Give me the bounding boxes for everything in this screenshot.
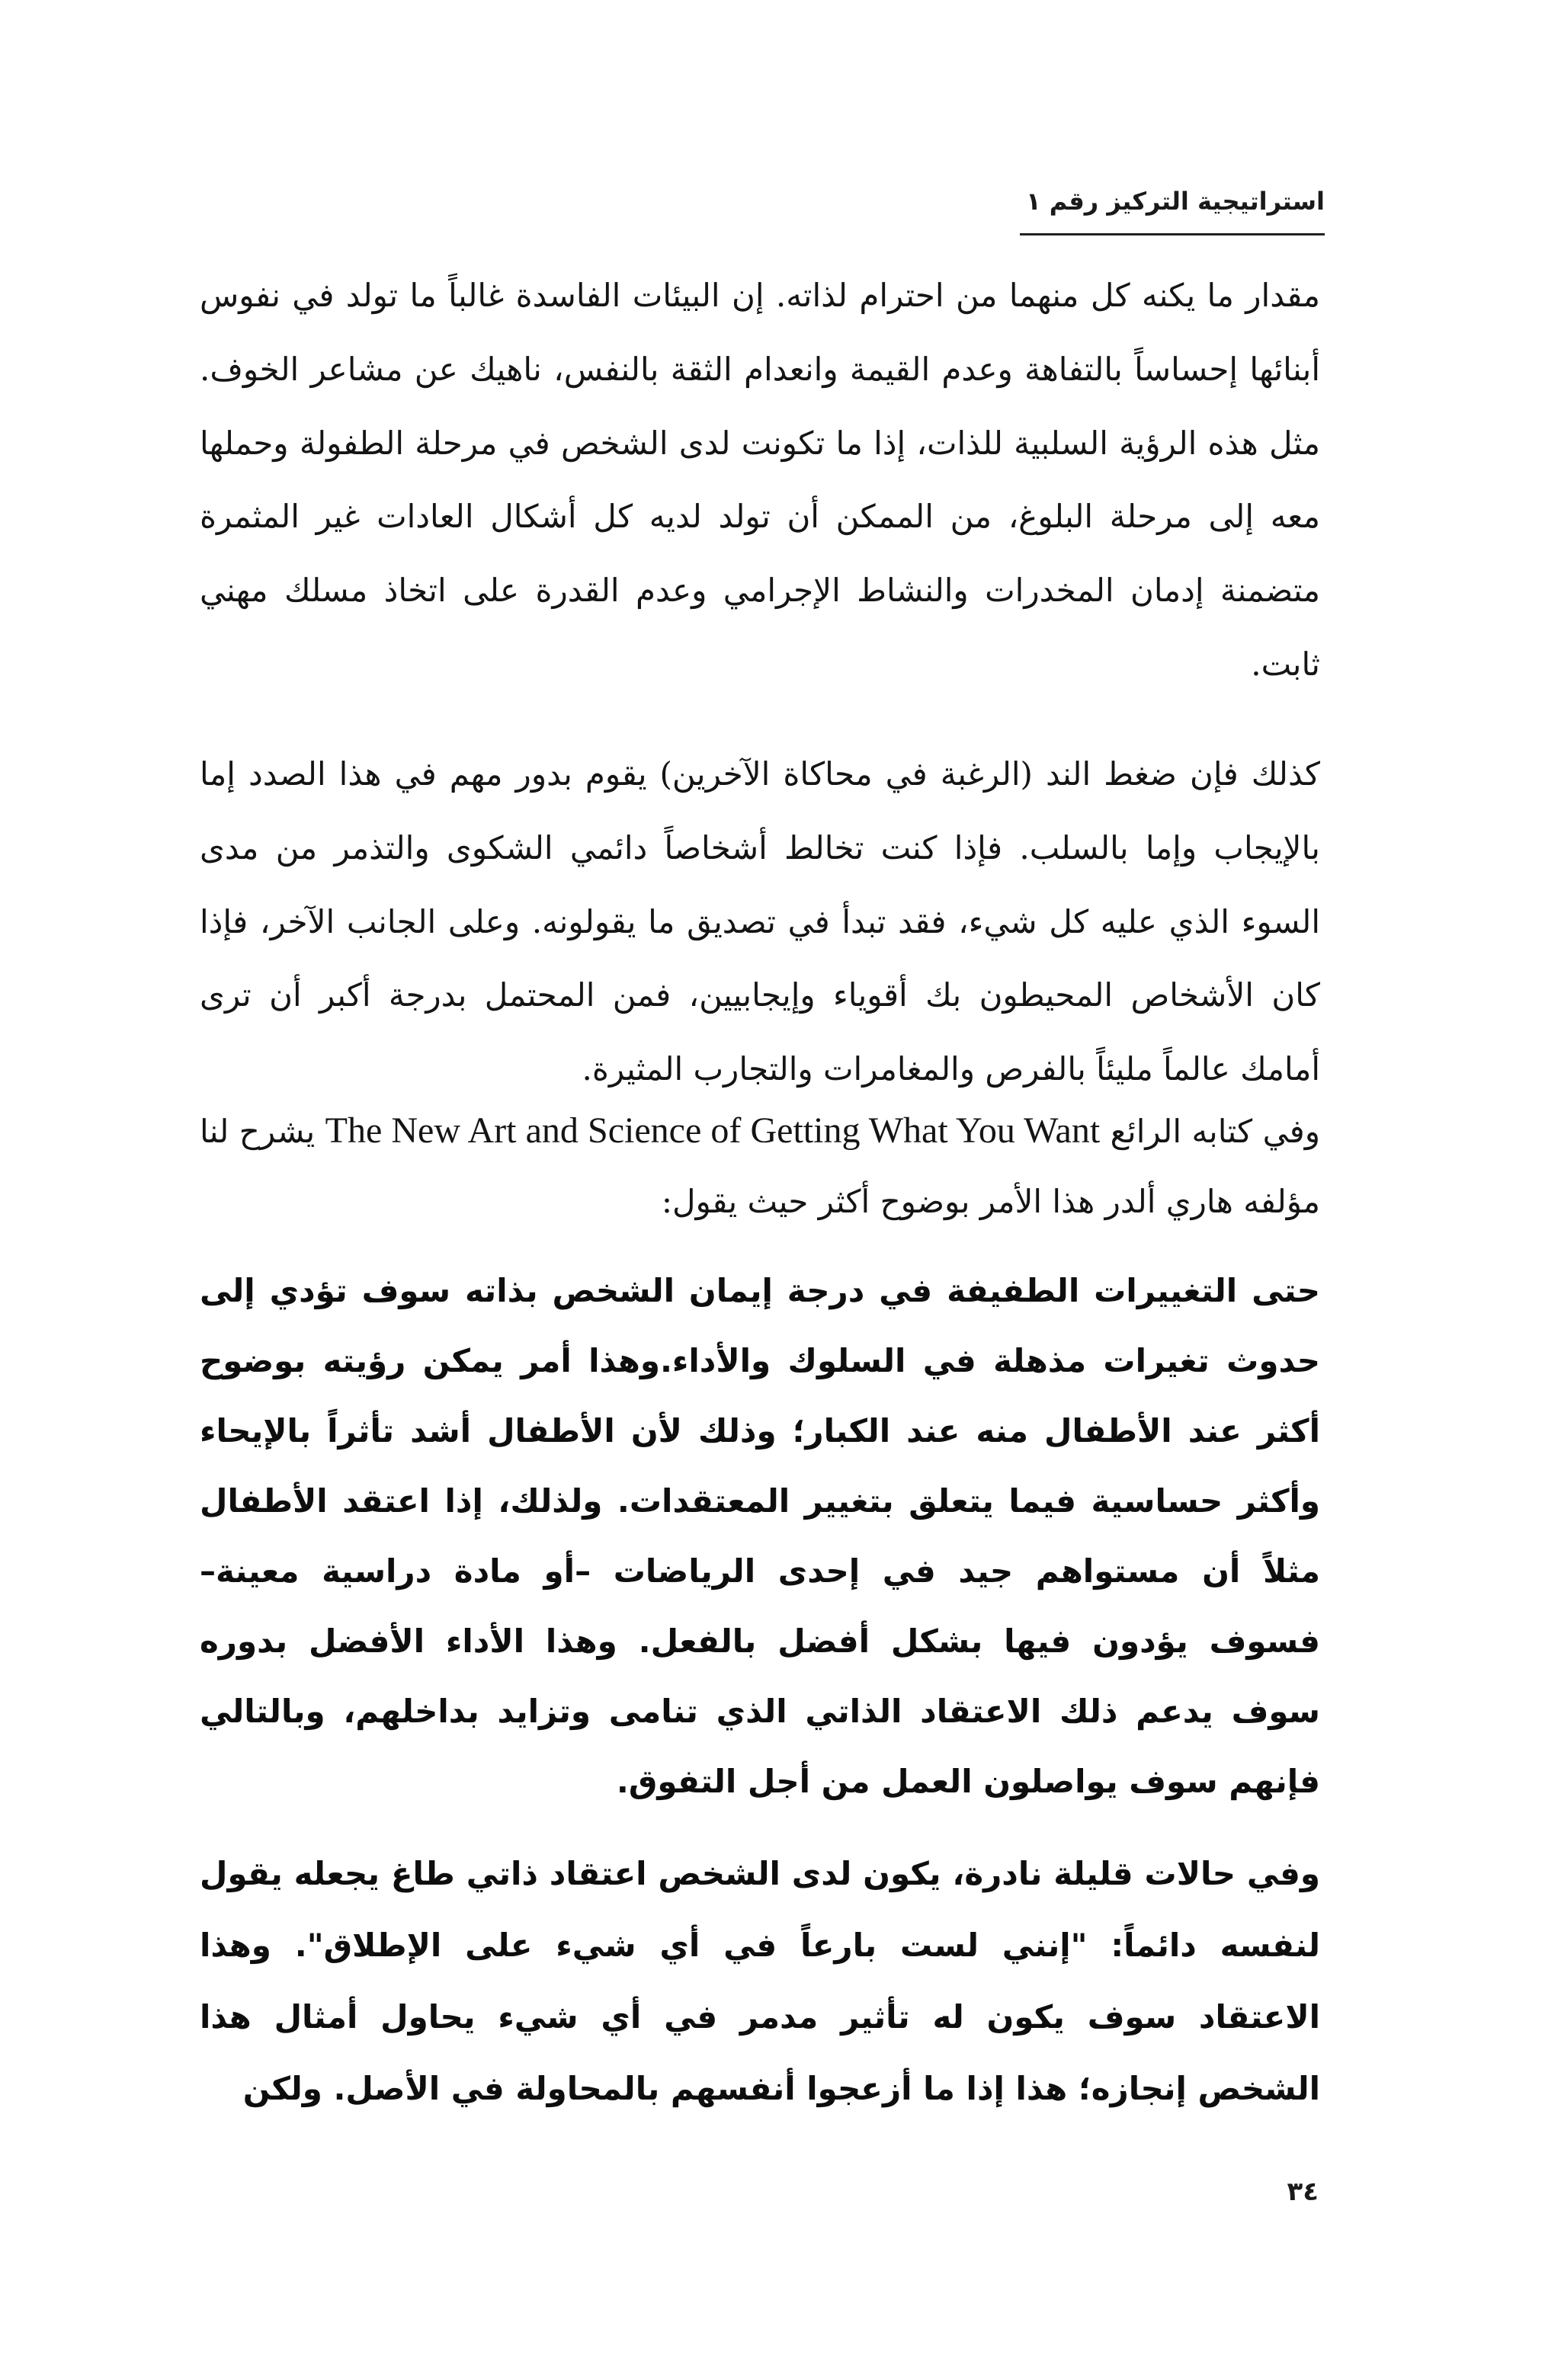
book-intro-before: وفي كتابه الرائع [1110, 1113, 1320, 1150]
book-intro-after: يشرح لنا مؤلفه هاري ألدر هذا الأمر بوضوح أكثر حيث يقول: [200, 1113, 1320, 1220]
header-rule [1020, 233, 1325, 235]
book-title-english: The New Art and Science of Getting What You Want [325, 1110, 1101, 1151]
paragraph-peer-pressure: كذلك فإن ضغط الند (الرغبة في محاكاة الآخرين) يقوم بدور مهم في هذا الصدد إما بالإيجاب وإما بالسلب. فإذا كنت تخالط أشخاصاً دائمي الشكوى والتذمر من مدى السوء الذي عليه كل شيء، فقد تبدأ في تصديق ما يقولونه. وعلى الجانب الآخر، فإذا كان الأشخاص المحيطون بك أقوياء وإيجابيين، فمن المحتمل بدرجة أكبر أن ترى أمامك عالماً مليئاً بالفرص والمغامرات والتجارب المثيرة. [200, 755, 1320, 1088]
paragraph-closing: وفي حالات قليلة نادرة، يكون لدى الشخص اعتقاد ذاتي طاغ يجعله يقول لنفسه دائماً: "إنني لست بارعاً في أي شيء على الإطلاق". وهذا الاعتقاد سوف يكون له تأثير مدمر في أي شيء يحاول أمثال هذا الشخص إنجازه؛ هذا إذا ما أزعجوا أنفسهم بالمحاولة في الأصل. ولكن [200, 1855, 1320, 2107]
paragraph-book-intro [200, 1096, 1320, 1237]
page-number: ٣٤ [1287, 2177, 1319, 2207]
running-header: استراتيجية التركيز رقم ١ [1026, 187, 1325, 216]
block-quote: حتى التغييرات الطفيفة في درجة إيمان الشخص بذاته سوف تؤدي إلى حدوث تغيرات مذهلة في السلوك والأداء.وهذا أمر يمكن رؤيته بوضوح أكثر عند الأطفال منه عند الكبار؛ وذلك لأن الأطفال أشد تأثراً بالإيحاء وأكثر حساسية فيما يتعلق بتغيير المعتقدات. ولذلك، إذا اعتقد الأطفال مثلاً أن مستواهم جيد في إحدى الرياضات –أو مادة دراسية معينة– فسوف يؤدون فيها بشكل أفضل بالفعل. وهذا الأداء الأفضل بدوره سوف يدعم ذلك الاعتقاد الذاتي الذي تنامى وتزايد بداخلهم، وبالتالي فإنهم سوف يواصلون العمل من أجل التفوق. [200, 1272, 1320, 1800]
paragraph-environment: مقدار ما يكنه كل منهما من احترام لذاته. إن البيئات الفاسدة غالباً ما تولد في نفوس أبنائها إحساساً بالتفاهة وعدم القيمة وانعدام الثقة بالنفس، ناهيك عن مشاعر الخوف. مثل هذه الرؤية السلبية للذات، إذا ما تكونت لدى الشخص في مرحلة الطفولة وحملها معه إلى مرحلة البلوغ، من الممكن أن تولد لديه كل أشكال العادات غير المثمرة متضمنة إدمان المخدرات والنشاط الإجرامي وعدم القدرة على اتخاذ مسلك مهني ثابت. [200, 277, 1320, 683]
